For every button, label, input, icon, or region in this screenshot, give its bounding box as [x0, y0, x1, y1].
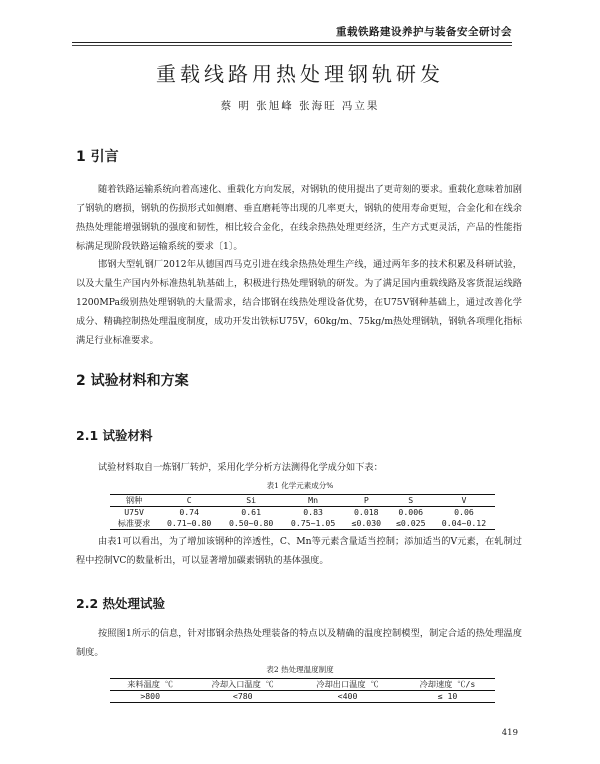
table1-cell: 标准要求 — [110, 518, 158, 530]
subsection-heading-heat-treatment: 2.2 热处理试验 — [76, 596, 165, 611]
table1-cell: 0.018 — [353, 507, 379, 517]
table1-cell: 0.50~0.80 — [220, 518, 282, 530]
table-row — [110, 507, 495, 519]
subsection-heading-materials: 2.1 试验材料 — [76, 428, 153, 443]
paragraph-intro-2: 邯钢大型轧钢厂2012年从德国西马克引进在线余热热处理生产线，通过两年多的技术积累及科研试验，以及大量生产国内外标准热轧轨基础上，积极进行热处理钢轨的研发。为了满足国内重载线路及客货混运线路1200MPa级别热处理钢轨的大量需求，结合邯钢在线热处理设备优势，在U75V钢种基础上，通过改善化学成分、精确控制热处理温度制度，成功开发出铁标U75V，60kg/m、75kg/m热处理钢轨，钢轨各项理化指标满足行业标准要求。 — [76, 259, 522, 346]
header-rule — [72, 42, 512, 43]
table1-cell: 0.71~0.80 — [158, 518, 220, 530]
table1-caption: 表1 化学元素成分% — [266, 481, 334, 490]
table1-cell: U75V — [124, 507, 144, 517]
paper-title: 重载线路用热处理钢轨研发 — [156, 62, 444, 86]
table-row — [110, 518, 495, 530]
table1-cell: 0.61 — [241, 507, 261, 517]
table2-caption: 表2 热处理温度制度 — [266, 665, 334, 674]
table2-cell: ≤ 10 — [400, 691, 495, 703]
table1-cell: 0.06 — [454, 507, 474, 517]
table1-header-cell: Mn — [282, 495, 344, 507]
table2-header-cell: 冷却出口温度 ℃ — [295, 679, 400, 691]
table2-cell: <780 — [190, 691, 295, 703]
table2-cell: >800 — [110, 691, 190, 703]
table1-cell: ≤0.030 — [344, 518, 388, 530]
paragraph-heat-treatment: 按照图1所示的信息，针对邯钢余热热处理装备的特点以及精确的温度控制模型，制定合适的热处理温度制度。 — [76, 628, 522, 658]
table2-header-cell: 冷却入口温度 ℃ — [190, 679, 295, 691]
heat-treatment-table — [110, 678, 495, 703]
table1-cell: 0.006 — [398, 507, 424, 517]
table1-cell: 0.75~1.05 — [282, 518, 344, 530]
table1-cell: ≤0.025 — [389, 518, 433, 530]
table1-header-cell: V — [433, 495, 495, 507]
table2-header-cell: 冷却速度 ℃/s — [400, 679, 495, 691]
table1-cell: 0.04~0.12 — [433, 518, 495, 530]
section-heading-materials-and-methods: 2 试验材料和方案 — [76, 373, 189, 389]
paragraph-intro-1: 随着铁路运输系统向着高速化、重载化方向发展，对钢轨的使用提出了更苛刻的要求。重载化意味着加剧了钢轨的磨损，钢轨的伤损形式如侧磨、垂直磨耗等出现的几率更大，钢轨的使用寿命更短，合金化和在线余热热处理能增强钢轨的强度和韧性，相比较合金化，在线余热热处理更经济，生产方式更灵活，产品的性能指标满足现阶段铁路运输系统的要求〔1〕。 — [76, 184, 522, 252]
section-heading-introduction: 1 引言 — [76, 149, 119, 165]
table-row — [110, 691, 495, 703]
table1-cell: 0.74 — [179, 507, 200, 517]
table1-cell: 0.83 — [303, 507, 323, 517]
conference-header: 重载铁路建设养护与装备安全研讨会 — [336, 26, 512, 38]
paragraph-table1-analysis: 由表1可以看出，为了增加该钢种的淬透性，C、Mn等元素含量适当控制；添加适当的V元素，在轧制过程中控制VC的数量析出，可以显著增加碳素钢轨的基体强度。 — [76, 536, 522, 566]
table2-header-cell: 来料温度 ℃ — [110, 679, 190, 691]
table1-header-cell: Si — [220, 495, 282, 507]
page-number: 419 — [501, 728, 518, 738]
table1-header-cell: 钢种 — [110, 495, 158, 507]
chemical-composition-table — [110, 494, 495, 530]
table1-header-cell: C — [158, 495, 220, 507]
table1-header-cell: P — [344, 495, 388, 507]
paragraph-materials: 试验材料取自一炼钢厂转炉，采用化学分析方法测得化学成分如下表： — [98, 462, 383, 473]
table2-cell: <400 — [295, 691, 400, 703]
authors: 蔡 明 张旭峰 张海旺 冯立果 — [220, 100, 380, 112]
table1-header-cell: S — [389, 495, 433, 507]
header-rule-thin — [72, 45, 512, 46]
